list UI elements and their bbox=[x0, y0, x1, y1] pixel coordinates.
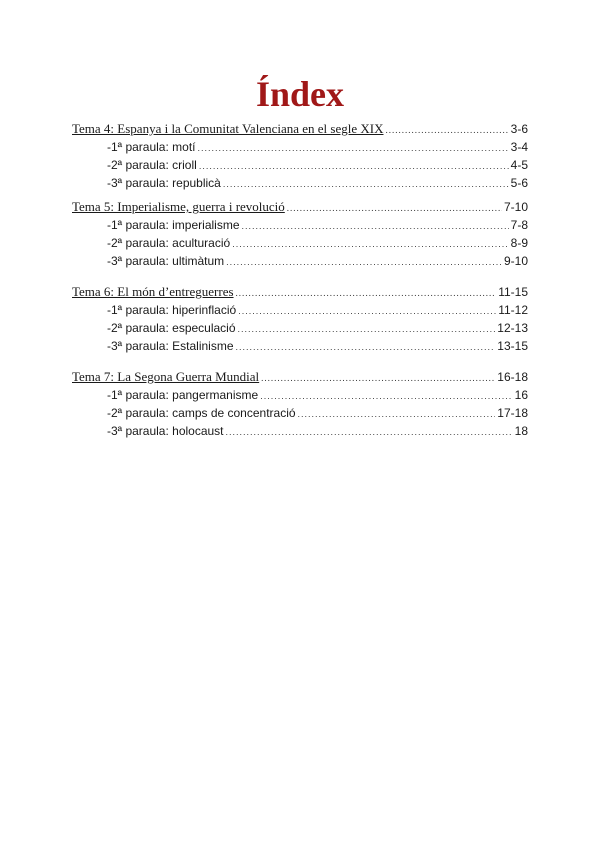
toc-entry-pages: 11-12 bbox=[498, 303, 528, 317]
toc-entry-label: -1ª paraula: imperialisme bbox=[107, 218, 240, 232]
toc-entry-row bbox=[72, 319, 528, 337]
dot-leader bbox=[226, 253, 502, 271]
page-title: Índex bbox=[255, 74, 345, 114]
toc-entry-label: -3ª paraula: ultimàtum bbox=[107, 254, 225, 268]
dot-leader bbox=[236, 284, 497, 302]
dot-leader bbox=[287, 199, 502, 217]
toc-entry-pages: 18 bbox=[514, 424, 528, 438]
toc-entry-label: -3ª paraula: Estalinisme bbox=[107, 339, 234, 353]
dot-leader bbox=[298, 405, 496, 423]
toc-entry-label: -1ª paraula: pangermanisme bbox=[107, 388, 259, 402]
dot-leader bbox=[223, 175, 509, 193]
toc-topic-pages: 16-18 bbox=[497, 370, 528, 384]
dot-leader bbox=[242, 217, 509, 235]
toc-entry-row bbox=[72, 234, 528, 252]
toc-entry-pages: 12-13 bbox=[497, 321, 528, 335]
toc-topic-pages: 3-6 bbox=[510, 122, 528, 136]
toc-entry-row bbox=[72, 337, 528, 355]
toc-entry-pages: 16 bbox=[514, 388, 528, 402]
toc-entry-row bbox=[72, 422, 528, 440]
toc-topic-title: Tema 4: Espanya i la Comunitat Valenciana en el segle XIX bbox=[72, 121, 384, 136]
toc-topic-pages: 11-15 bbox=[498, 285, 528, 299]
toc-entry-label: -1ª paraula: motí bbox=[107, 140, 196, 154]
toc-entry-row bbox=[72, 216, 528, 234]
dot-leader bbox=[197, 139, 508, 157]
dot-leader bbox=[226, 423, 513, 441]
toc-section-tema-6 bbox=[72, 283, 528, 355]
toc-entry-label: -2ª paraula: especulació bbox=[107, 321, 236, 335]
toc-topic-pages: 7-10 bbox=[503, 200, 528, 214]
toc-topic-title: Tema 5: Imperialisme, guerra i revolució bbox=[72, 199, 285, 214]
dot-leader bbox=[385, 121, 508, 139]
dot-leader bbox=[199, 157, 509, 175]
toc-entry-pages: 13-15 bbox=[497, 339, 528, 353]
toc-topic-title: Tema 7: La Segona Guerra Mundial bbox=[72, 369, 260, 384]
toc-entry-row bbox=[72, 174, 528, 192]
toc-entry-pages: 5-6 bbox=[510, 176, 528, 190]
toc-entry-row bbox=[72, 156, 528, 174]
dot-leader bbox=[236, 338, 496, 356]
dot-leader bbox=[260, 387, 512, 405]
toc-entry-pages: 7-8 bbox=[510, 218, 528, 232]
dot-leader bbox=[261, 369, 495, 387]
toc-section-tema-4 bbox=[72, 120, 528, 192]
dot-leader bbox=[238, 320, 496, 338]
toc-entry-pages: 8-9 bbox=[510, 236, 528, 250]
dot-leader bbox=[238, 302, 496, 320]
toc-entry-pages: 17-18 bbox=[497, 406, 528, 420]
toc-topic-row bbox=[72, 198, 528, 216]
dot-leader bbox=[232, 235, 508, 253]
toc-entry-pages: 9-10 bbox=[503, 254, 528, 268]
toc-entry-pages: 4-5 bbox=[510, 158, 528, 172]
toc-entry-label: -3ª paraula: holocaust bbox=[107, 424, 224, 438]
table-of-contents bbox=[72, 120, 528, 440]
toc-entry-row bbox=[72, 252, 528, 270]
toc-topic-row bbox=[72, 368, 528, 386]
toc-entry-row bbox=[72, 386, 528, 404]
toc-entry-label: -3ª paraula: republicà bbox=[107, 176, 221, 190]
toc-entry-label: -2ª paraula: aculturació bbox=[107, 236, 231, 250]
toc-section-tema-7 bbox=[72, 368, 528, 440]
toc-entry-pages: 3-4 bbox=[510, 140, 528, 154]
toc-entry-label: -2ª paraula: crioll bbox=[107, 158, 197, 172]
toc-topic-row bbox=[72, 283, 528, 301]
toc-entry-row bbox=[72, 138, 528, 156]
toc-topic-row bbox=[72, 120, 528, 138]
toc-entry-label: -2ª paraula: camps de concentració bbox=[107, 406, 296, 420]
toc-entry-label: -1ª paraula: hiperinflació bbox=[107, 303, 237, 317]
toc-topic-title: Tema 6: El món d’entreguerres bbox=[72, 284, 234, 299]
toc-section-tema-5 bbox=[72, 198, 528, 270]
toc-entry-row bbox=[72, 404, 528, 422]
toc-entry-row bbox=[72, 301, 528, 319]
